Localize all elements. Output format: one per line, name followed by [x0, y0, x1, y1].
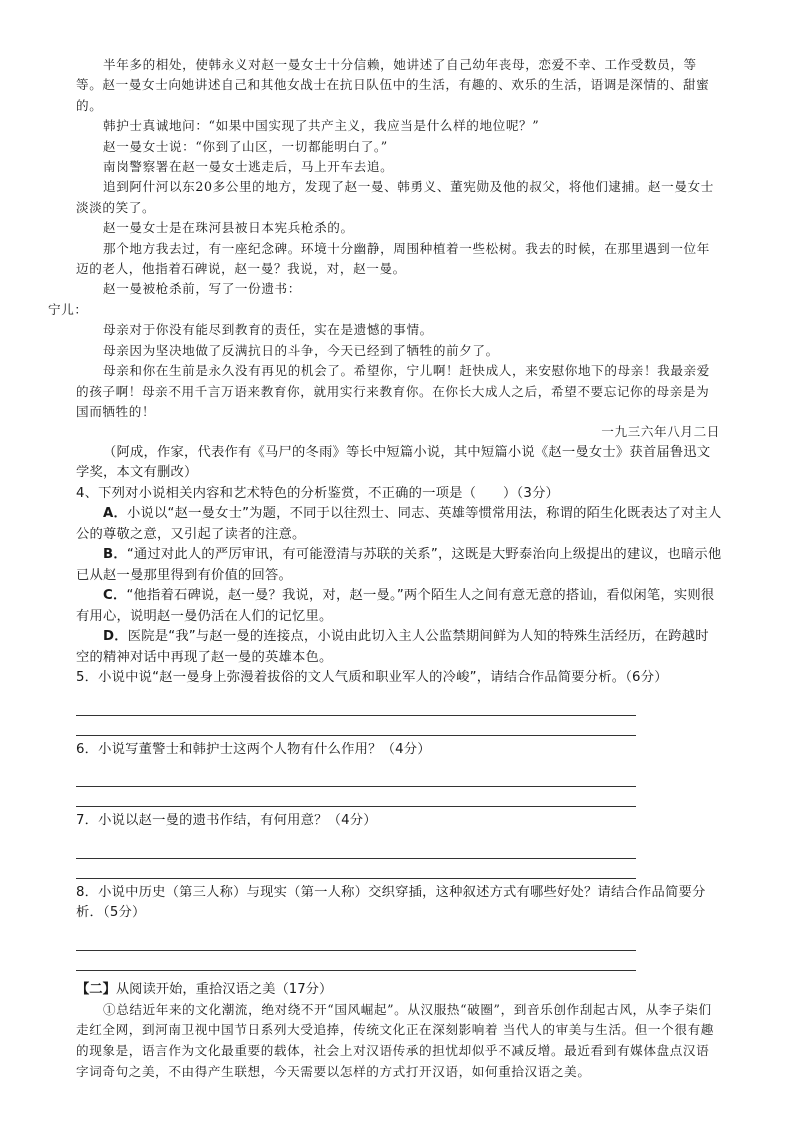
letter-paragraph: 母亲对于你没有能尽到教育的责任，实在是遗憾的事情。 — [103, 322, 433, 338]
question-8: 8．小说中历史（第三人称）与现实（第一人称）交织穿插，这种叙述方式有哪些好处？请结合作品简要分析．（5分） — [76, 884, 706, 921]
answer-line[interactable] — [76, 767, 636, 787]
question-4-option-d — [76, 627, 722, 668]
question-5: 5．小说中说“赵一曼身上弥漫着拔俗的文人气质和职业军人的冷峻”，请结合作品简要分析。（6分） — [76, 670, 668, 686]
answer-line[interactable] — [76, 716, 636, 736]
letter-paragraph: 母亲因为坚决地做了反满抗日的斗争，今天已经到了牺牲的前夕了。 — [103, 342, 499, 358]
section-2-bracket: 【二】 — [76, 981, 116, 997]
question-6: 6．小说写董警士和韩护士这两个人物有什么作用？（4分） — [76, 741, 431, 757]
story-paragraph: 追到阿什河以东20多公里的地方，发现了赵一曼、韩勇义、董宪勋及他的叔父，将他们逮捕。赵一曼女士淡淡的笑了。 — [76, 179, 714, 215]
option-letter: D． — [103, 629, 128, 645]
letter-paragraph: 母亲和你在生前是永久没有再见的机会了。希望你，宁儿啊！赶快成人，来安慰你地下的母亲！我最亲爱的孩子啊！母亲不用千言万语来教育你，就用实行来教育你。在你长大成人之后，希望不要忘记你的母亲是为国而牺牲的！ — [76, 363, 710, 419]
answer-line[interactable] — [76, 696, 636, 716]
answer-line[interactable] — [76, 951, 636, 971]
answer-lines-q8 — [76, 924, 722, 971]
story-paragraph: 南岗警察署在赵一曼女士逃走后，马上开车去追。 — [103, 159, 394, 175]
story-paragraph: 半年多的相处，使韩永义对赵一曼女士十分信赖，她讲述了自己幼年丧母，恋爱不幸、工作受数员，等等。赵一曼女士向她讲述自己和其他女战士在抗日队伍中的生活，有趣的、欢乐的生活，语调是深情的、甜蜜的。 — [76, 57, 710, 113]
option-letter: A． — [103, 506, 127, 522]
section-2-title: 从阅读开始，重拾汉语之美（17分） — [115, 981, 333, 997]
answer-lines-q6 — [76, 760, 722, 807]
story-paragraph: 赵一曼女士说：“你到了山区，一切都能明白了。” — [103, 138, 388, 154]
answer-line[interactable] — [76, 839, 636, 859]
section-2-paragraph-1: ①总结近年来的文化潮流，绝对绕不开“国风崛起”。从汉服热“破圈”，到音乐创作刮起古风，从李子柒们走红全网，到河南卫视中国节日系列大受追捧，传统文化正在深刻影响着 当代人的审美与生活。但一个很有趣的现象是，语言作为文化最重要的载体，社会上对汉语传承的担忧却似乎不减反增。最近看到有媒体盘点汉语字词奇句之美，不由得产生联想，今天需要以怎样的方式打开汉语，如何重拾汉语之美。 — [76, 1001, 714, 1079]
letter-salutation: 宁儿： — [48, 301, 88, 317]
answer-line[interactable] — [76, 931, 636, 951]
question-4-option-c — [76, 586, 722, 627]
option-text: “通过对此人的严厉审讯，有可能澄清与苏联的关系”，这既是大野泰治向上级提出的建议，也暗示他已从赵一曼那里得到有价值的回答。 — [76, 547, 722, 583]
answer-lines-q5 — [76, 689, 722, 736]
story-paragraph: 那个地方我去过，有一座纪念碑。环境十分幽静，周围种植着一些松树。我去的时候，在那里遇到一位年迈的老人，他指着石碑说，赵一曼？我说，对，赵一曼。 — [76, 240, 710, 277]
answer-lines-q7 — [76, 832, 722, 879]
story-paragraph: 赵一曼女士是在珠河县被日本宪兵枪杀的。 — [103, 220, 354, 236]
letter-date: 一九三六年八月二日 — [601, 424, 720, 440]
option-letter: C． — [103, 588, 127, 604]
question-4-stem: 4、下列对小说相关内容和艺术特色的分析鉴赏，不正确的一项是（ ）（3分） — [76, 485, 560, 501]
option-text: 医院是“我”与赵一曼的连接点，小说由此切入主人公监禁期间鲜为人知的特殊生活经历，在跨越时空的精神对话中再现了赵一曼的英雄本色。 — [76, 629, 709, 665]
option-text: “他指着石碑说，赵一曼？我说，对，赵一曼。”两个陌生人之间有意无意的搭讪，看似闲笔，实则很有用心，说明赵一曼仍活在人们的记忆里。 — [76, 588, 715, 624]
section-2-heading — [76, 979, 722, 1000]
exam-page — [48, 55, 722, 1082]
question-4-option-b — [76, 545, 722, 586]
answer-line[interactable] — [76, 859, 636, 879]
story-excerpt — [48, 55, 722, 443]
source-note: （阿成，作家，代表作有《马尸的冬雨》等长中短篇小说，其中短篇小说《赵一曼女士》获首届鲁迅文学奖，本文有删改） — [76, 444, 711, 481]
option-text: 小说以“赵一曼女士”为题，不同于以往烈士、同志、英雄等惯常用法，称谓的陌生化既表达了对主人公的尊敬之意，又引起了读者的注意。 — [76, 506, 722, 542]
story-paragraph: 韩护士真诚地问：“如果中国实现了共产主义，我应当是什么样的地位呢？” — [103, 118, 540, 134]
story-paragraph: 赵一曼被枪杀前，写了一份遗书： — [103, 281, 301, 297]
question-7: 7．小说以赵一曼的遗书作结，有何用意？（4分） — [76, 813, 377, 829]
answer-line[interactable] — [76, 787, 636, 807]
option-letter: B． — [103, 547, 127, 563]
question-4-option-a — [76, 504, 722, 545]
